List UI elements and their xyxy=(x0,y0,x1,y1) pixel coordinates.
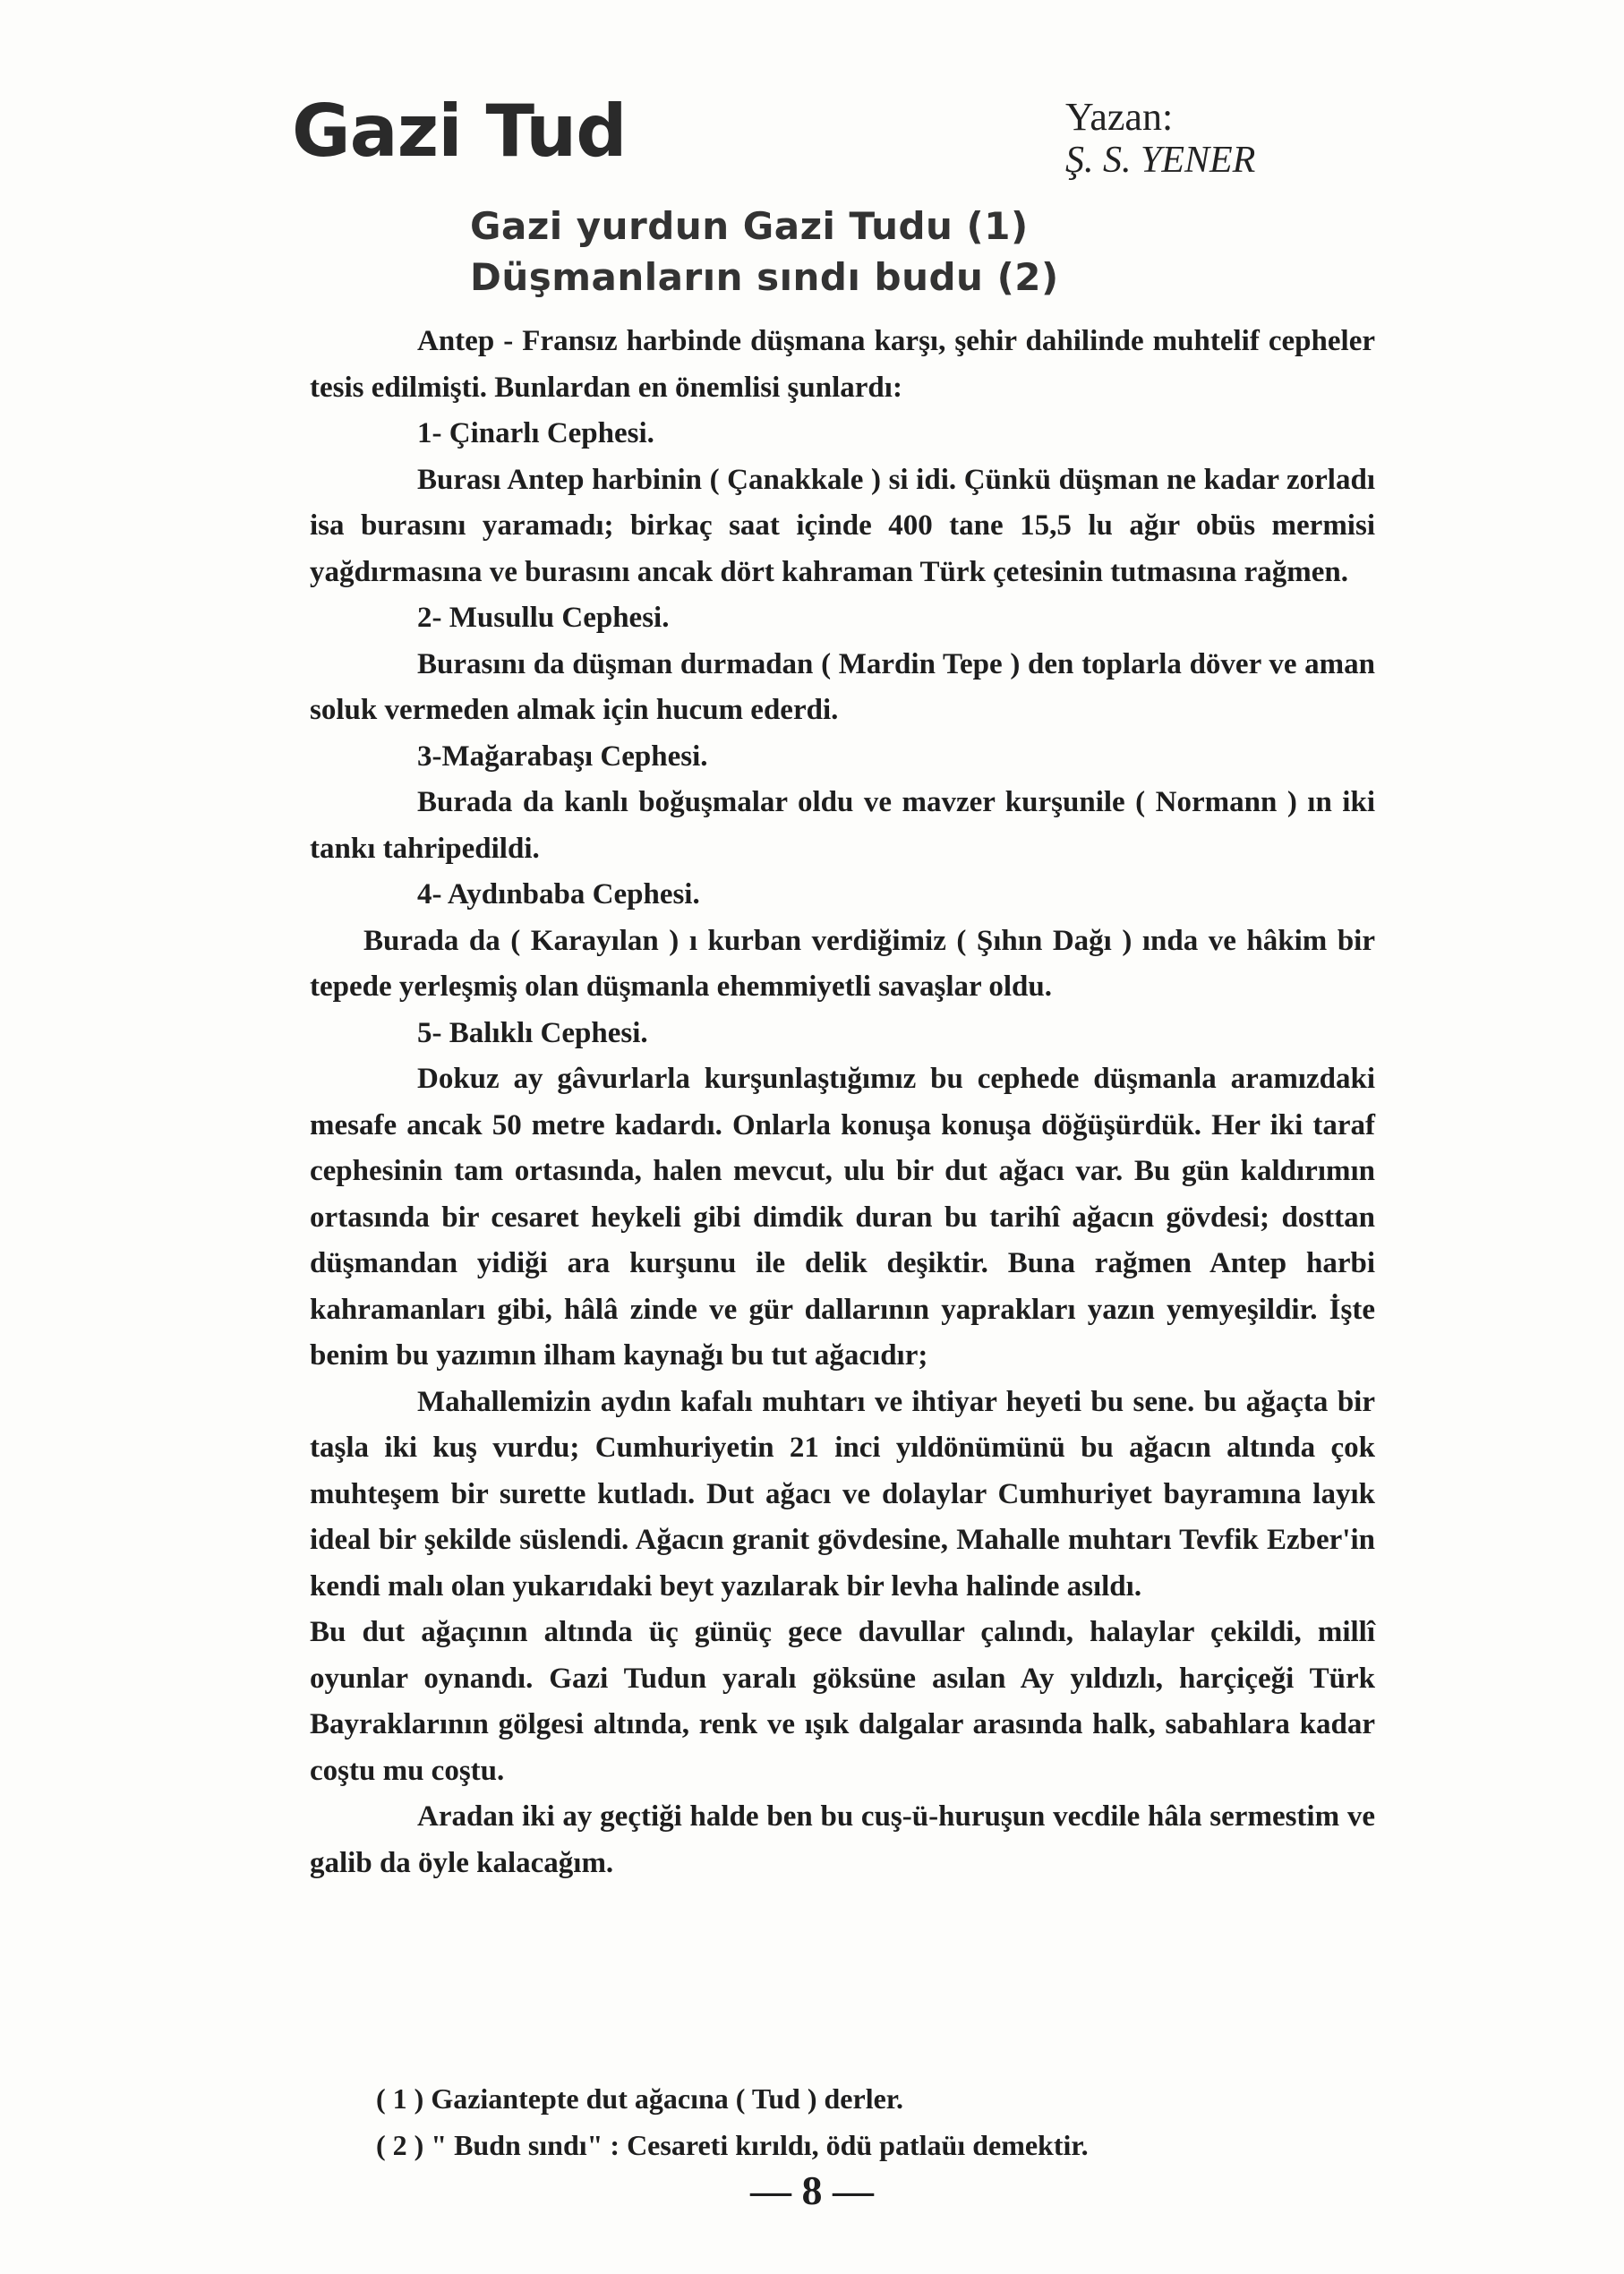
front-5-heading: 5- Balıklı Cephesi. xyxy=(417,1016,648,1049)
author-label: Yazan: xyxy=(1065,95,1174,139)
front-2-heading: 2- Musullu Cephesi. xyxy=(417,602,670,634)
front-3-paragraph: Burada da kanlı boğuşmalar oldu ve mavzer kurşunile ( Normann ) ın iki tankı tahripedildi. xyxy=(310,786,1375,865)
author-name: Ş. S. YENER xyxy=(1065,140,1256,181)
author-block xyxy=(1065,97,1255,183)
front-3-heading: 3-Mağarabaşı Cephesi. xyxy=(417,739,708,773)
footnotes xyxy=(376,2075,1388,2168)
footnote-2: ( 2 ) " Budn sındı" : Cesareti kırıldı, ödü patlaüı demektir. xyxy=(376,2129,1089,2161)
bayram-paragraph: Bu dut ağaçının altında üç günüç gece davullar çalındı, halaylar çekildi, millî oyunlar oynandı. Gazi Tudun yaralı göksüne asılan Ay yıldızlı, harçiçeği Türk Bayraklarının gölgesi altında, renk ve ışık dalgalar arasında halk, sabahlara kadar coştu mu coştu. xyxy=(310,1616,1375,1787)
front-4-heading: 4- Aydınbaba Cephesi. xyxy=(417,878,700,910)
closing-paragraph: Aradan iki ay geçtiği halde ben bu cuş-ü-huruşun vecdile hâla sermestim ve galib da öyle kalacağım. xyxy=(310,1800,1375,1879)
intro-paragraph: Antep - Fransız harbinde düşmana karşı, şehir dahilinde muhtelif cepheler tesis edilmişti. Bunlardan en önemlisi şunlardı: xyxy=(310,325,1375,404)
mahalle-paragraph: Mahallemizin aydın kafalı muhtarı ve ihtiyar heyeti bu sene. bu ağaçta bir taşla iki kuş vurdu; Cumhuriyetin 21 inci yıldönümünü bu ağacın altında çok muhteşem bir surette kutladı. Dut ağacı ve dolaylar Cumhuriyet bayramına layık ideal bir şekilde süslendi. Ağacın granit gövdesine, Mahalle muhtarı Tevfik Ezber'in kendi malı olan yukarıdaki beyt yazılarak bir levha halinde asıldı. xyxy=(310,1385,1375,1603)
front-1-heading: 1- Çinarlı Cephesi. xyxy=(417,417,654,449)
front-5-paragraph: Dokuz ay gâvurlarla kurşunlaştığımız bu cephede düşmanla aramızdaki mesafe ancak 50 metre kadardı. Onlarla konuşa konuşa döğüşürdük. Her iki taraf cephesinin tam ortasında, halen mevcut, ulu bir dut ağacı var. Bu gün kaldırımın ortasında bir cesaret heykeli gibi dimdik duran bu tarihî ağacın gövdesi; dosttan düşmandan yidiği ara kurşunu ile delik deşiktir. Buna rağmen Antep harbi kahramanları gibi, hâlâ zinde ve gür dallarının yaprakları yazın yemyeşildir. İşte benim bu yazımın ilham kaynağı bu tut ağacıdır; xyxy=(310,1063,1375,1372)
subtitle-line-1: Gazi yurdun Gazi Tudu (1) xyxy=(470,204,1029,248)
subtitle-line-2: Düşmanların sındı budu (2) xyxy=(470,255,1059,299)
page-number: — 8 — xyxy=(750,2167,874,2213)
article-title: Gazi Tud xyxy=(292,90,627,173)
footnote-1: ( 1 ) Gaziantepte dut ağacına ( Tud ) derler. xyxy=(376,2082,904,2115)
front-1-paragraph: Burası Antep harbinin ( Çanakkale ) si idi. Çünkü düşman ne kadar zorladı isa burasını yaramadı; birkaç saat içinde 400 tane 15,5 lu ağır obüs mermisi yağdırmasına ve burasını ancak dört kahraman Türk çetesinin tutmasına rağmen. xyxy=(310,463,1375,588)
article-body xyxy=(310,319,1375,1886)
front-4-paragraph: Burada da ( Karayılan ) ı kurban verdiğimiz ( Şıhın Dağı ) ında ve hâkim bir tepede yerleşmiş olan düşmanla ehemmiyetli savaşlar oldu. xyxy=(310,924,1375,1003)
front-2-paragraph: Burasını da düşman durmadan ( Mardin Tepe ) den toplarla döver ve aman soluk vermeden almak için hucum ederdi. xyxy=(310,647,1375,726)
